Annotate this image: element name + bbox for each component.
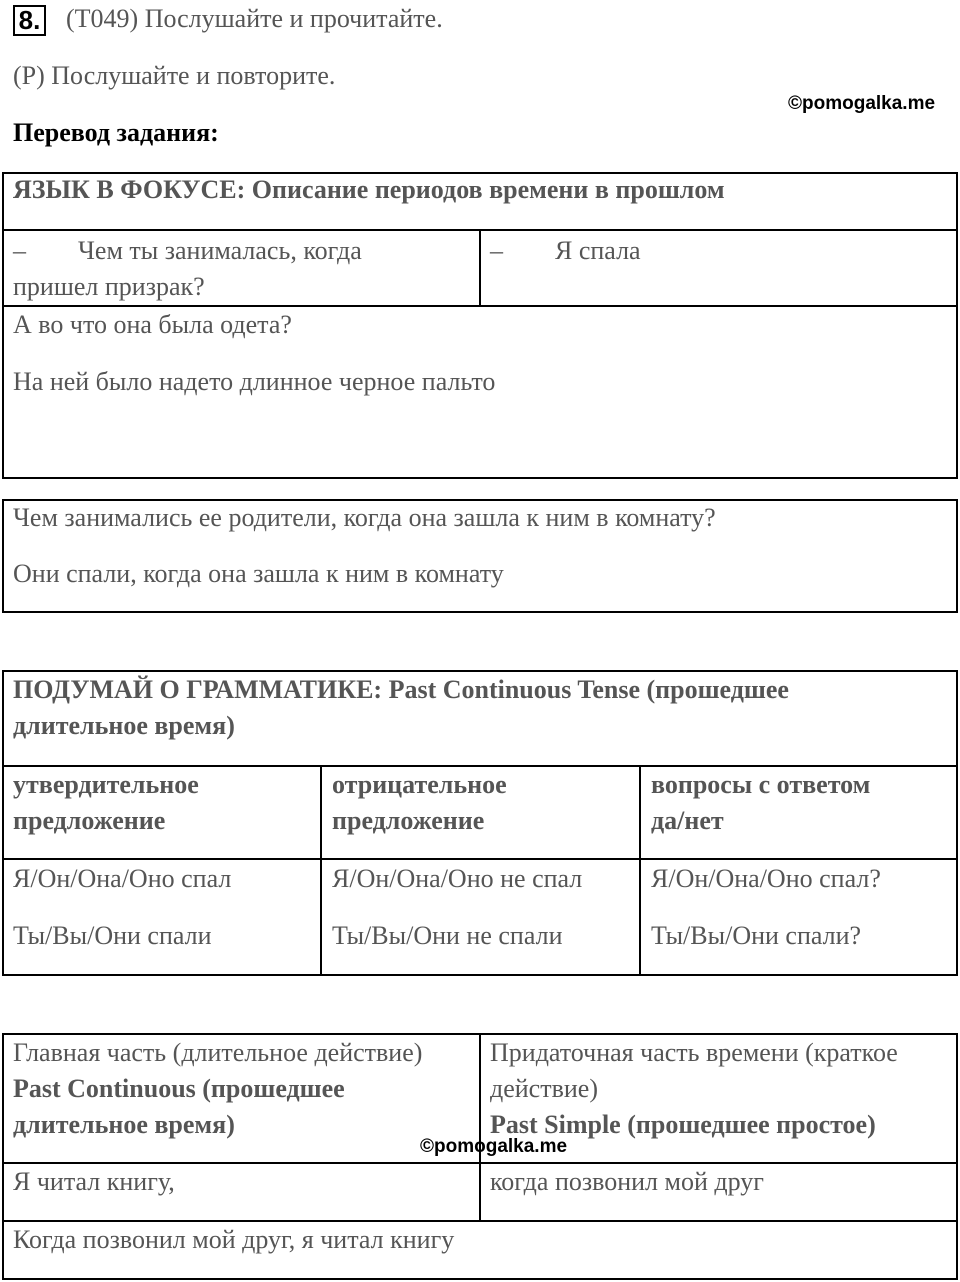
task-instruction-2: (P) Послушайте и повторите. bbox=[13, 61, 336, 90]
header-line: действие) bbox=[490, 1074, 598, 1103]
grammar-col1-row2: Ты/Вы/Они спали bbox=[13, 921, 212, 950]
focus-answer bbox=[490, 233, 641, 269]
grammar-col3-row2: Ты/Вы/Они спали? bbox=[651, 921, 862, 950]
grammar-col1-header bbox=[13, 767, 199, 839]
focus-table-col-divider bbox=[479, 229, 481, 306]
header-line: Главная часть (длительное действие) bbox=[13, 1038, 423, 1067]
header-line: длительное время) bbox=[13, 1110, 235, 1139]
clause-right-header bbox=[490, 1035, 898, 1143]
parents-question: Чем занимались ее родители, когда она зашла к ним в комнату? bbox=[13, 503, 716, 532]
grammar-table-divider bbox=[2, 858, 958, 860]
header-line: да/нет bbox=[651, 806, 724, 835]
focus-row2-line2: На ней было надето длинное черное пальто bbox=[13, 367, 496, 396]
grammar-table-col-divider bbox=[639, 765, 641, 975]
header-line: Past Continuous (прошедшее bbox=[13, 1074, 345, 1103]
grammar-col3-row1: Я/Он/Она/Оно спал? bbox=[651, 864, 881, 893]
task-number: 8. bbox=[13, 5, 46, 36]
header-line: Придаточная часть времени (краткое bbox=[490, 1038, 898, 1067]
question-line-2: пришел призрак? bbox=[13, 272, 205, 301]
grammar-col2-row1: Я/Он/Она/Оно не спал bbox=[332, 864, 583, 893]
clause-right-row1: когда позвонил мой друг bbox=[490, 1167, 764, 1196]
dash: – bbox=[490, 236, 503, 265]
grammar-title bbox=[13, 672, 789, 744]
grammar-col1-row1: Я/Он/Она/Оно спал bbox=[13, 864, 232, 893]
grammar-title-line-1: ПОДУМАЙ О ГРАММАТИКЕ: Past Continuous Tense (прошедшее bbox=[13, 675, 789, 704]
dash: – bbox=[13, 236, 26, 265]
grammar-title-line-2: длительное время) bbox=[13, 711, 235, 740]
header-line: предложение bbox=[332, 806, 485, 835]
clause-left-header bbox=[13, 1035, 422, 1143]
question-line-1: Чем ты занималась, когда bbox=[78, 236, 362, 265]
header-line: предложение bbox=[13, 806, 166, 835]
focus-table-title: ЯЗЫК В ФОКУСЕ: Описание периодов времени в прошлом bbox=[13, 175, 725, 204]
watermark-bottom: ©pomogalka.me bbox=[420, 1136, 568, 1157]
grammar-col2-header bbox=[332, 767, 507, 839]
clause-left-row1: Я читал книгу, bbox=[13, 1167, 175, 1196]
header-line: утвердительное bbox=[13, 770, 199, 799]
watermark-top: ©pomogalka.me bbox=[788, 93, 936, 114]
header-line: отрицательное bbox=[332, 770, 507, 799]
parents-answer: Они спали, когда она зашла к ним в комнату bbox=[13, 559, 504, 588]
translation-title: Перевод задания: bbox=[13, 118, 219, 147]
task-instruction-1: (T049) Послушайте и прочитайте. bbox=[66, 4, 443, 33]
focus-question bbox=[13, 233, 362, 305]
grammar-col3-header bbox=[651, 767, 870, 839]
header-line: вопросы с ответом bbox=[651, 770, 871, 799]
grammar-table-col-divider bbox=[320, 765, 322, 975]
header-line: Past Simple (прошедшее простое) bbox=[490, 1110, 876, 1139]
answer-text: Я спала bbox=[555, 236, 641, 265]
grammar-col2-row2: Ты/Вы/Они не спали bbox=[332, 921, 563, 950]
clause-full-row: Когда позвонил мой друг, я читал книгу bbox=[13, 1225, 455, 1254]
clause-table-col-divider bbox=[479, 1033, 481, 1221]
focus-row2-line1: А во что она была одета? bbox=[13, 310, 292, 339]
